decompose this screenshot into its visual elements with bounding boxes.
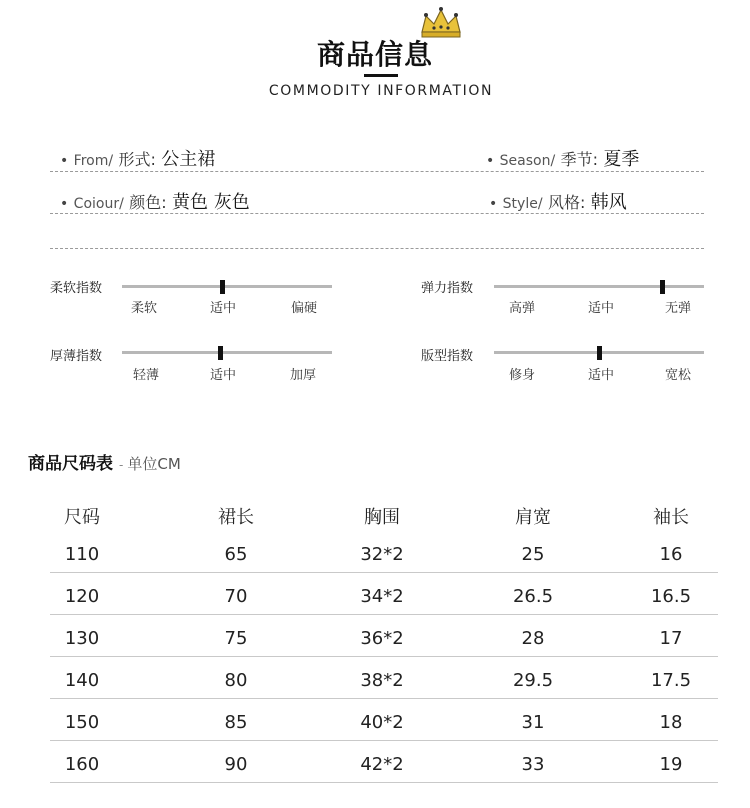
bullet: • (489, 196, 498, 212)
info-value: 夏季 (603, 149, 640, 170)
table-cell: 28 (521, 628, 545, 649)
index-tick: 偏硬 (290, 301, 317, 316)
index-tick: 无弹 (664, 301, 691, 316)
bullet: • (60, 196, 69, 212)
table-cell: 70 (224, 586, 248, 607)
info-key: 形式: (118, 150, 156, 169)
index-tick: 宽松 (664, 368, 691, 383)
table-cell: 36*2 (360, 628, 404, 649)
table-cell: 26.5 (512, 586, 554, 607)
table-cell: 130 (64, 628, 100, 649)
index-tick: 轻薄 (132, 368, 159, 383)
index-track (122, 351, 332, 354)
info-value: 公主裙 (161, 149, 216, 170)
index-label: 版型指数 (421, 349, 474, 364)
index-tick: 柔软 (130, 301, 157, 316)
table-cell: 32*2 (360, 544, 404, 565)
size-table-title (28, 449, 181, 474)
index-tick: 适中 (209, 368, 236, 383)
info-key: 季节: (560, 150, 599, 169)
table-cell: 16 (659, 544, 683, 565)
table-cell: 150 (64, 712, 100, 733)
size-table-unit: 单位CM (127, 455, 181, 473)
table-header-cell: 尺码 (64, 507, 100, 528)
table-header-cell: 裙长 (218, 507, 254, 528)
table-cell: 31 (521, 712, 545, 733)
info-en-label: Coiour/ (73, 196, 124, 212)
title-separator: - (119, 458, 124, 472)
info-en-label: Season/ (499, 153, 556, 169)
index-tick: 高弹 (508, 301, 535, 316)
table-cell: 75 (224, 628, 248, 649)
table-cell: 25 (521, 544, 545, 565)
divider (50, 213, 704, 214)
info-key: 风格: (547, 193, 586, 212)
table-cell: 120 (64, 586, 100, 607)
index-tick: 适中 (587, 368, 614, 383)
table-cell: 18 (659, 712, 683, 733)
bullet: • (60, 153, 69, 169)
index-tick: 适中 (587, 301, 614, 316)
table-cell: 90 (224, 754, 248, 775)
table-header-cell: 胸围 (364, 507, 400, 528)
table-cell: 16.5 (650, 586, 692, 607)
info-en-label: From/ (73, 153, 114, 169)
divider (50, 248, 704, 249)
index-marker (660, 280, 665, 294)
table-header-cell: 肩宽 (515, 507, 551, 528)
table-row-divider (50, 740, 718, 741)
page-title: 商品信息 (316, 38, 433, 71)
info-en-label: Style/ (502, 196, 543, 212)
title-underline (364, 74, 398, 77)
info-value: 韩风 (590, 192, 627, 213)
info-colour (60, 188, 250, 214)
table-cell: 38*2 (360, 670, 404, 691)
table-header-cell: 袖长 (653, 507, 689, 528)
table-cell: 40*2 (360, 712, 404, 733)
info-form (60, 145, 215, 171)
index-marker (220, 280, 225, 294)
info-style (489, 188, 627, 214)
size-table-heading: 商品尺码表 (28, 454, 113, 474)
table-cell: 65 (224, 544, 248, 565)
divider (50, 171, 704, 172)
table-cell: 160 (64, 754, 100, 775)
crown-icon (418, 6, 464, 40)
table-cell: 85 (224, 712, 248, 733)
page-subtitle: COMMODITY INFORMATION (268, 83, 494, 99)
table-cell: 140 (64, 670, 100, 691)
table-cell: 17 (659, 628, 683, 649)
index-label: 柔软指数 (50, 281, 103, 296)
info-key: 颜色: (129, 193, 167, 212)
bullet: • (486, 153, 495, 169)
table-cell: 19 (659, 754, 683, 775)
index-track (122, 285, 332, 288)
index-label: 弹力指数 (421, 281, 474, 296)
table-cell: 29.5 (512, 670, 554, 691)
table-cell: 34*2 (360, 586, 404, 607)
index-tick: 修身 (508, 368, 535, 383)
table-cell: 80 (224, 670, 248, 691)
table-row-divider (50, 572, 718, 573)
index-tick: 加厚 (289, 368, 316, 383)
table-cell: 110 (64, 544, 100, 565)
table-row-divider (50, 782, 718, 783)
index-tick: 适中 (209, 301, 236, 316)
table-cell: 42*2 (360, 754, 404, 775)
table-cell: 33 (521, 754, 545, 775)
index-marker (218, 346, 223, 360)
index-label: 厚薄指数 (50, 349, 103, 364)
index-track (494, 285, 704, 288)
info-value: 黄色 灰色 (172, 192, 250, 213)
index-marker (597, 346, 602, 360)
table-row-divider (50, 614, 718, 615)
table-cell: 17.5 (650, 670, 692, 691)
table-row-divider (50, 656, 718, 657)
info-season (486, 145, 639, 171)
table-row-divider (50, 698, 718, 699)
